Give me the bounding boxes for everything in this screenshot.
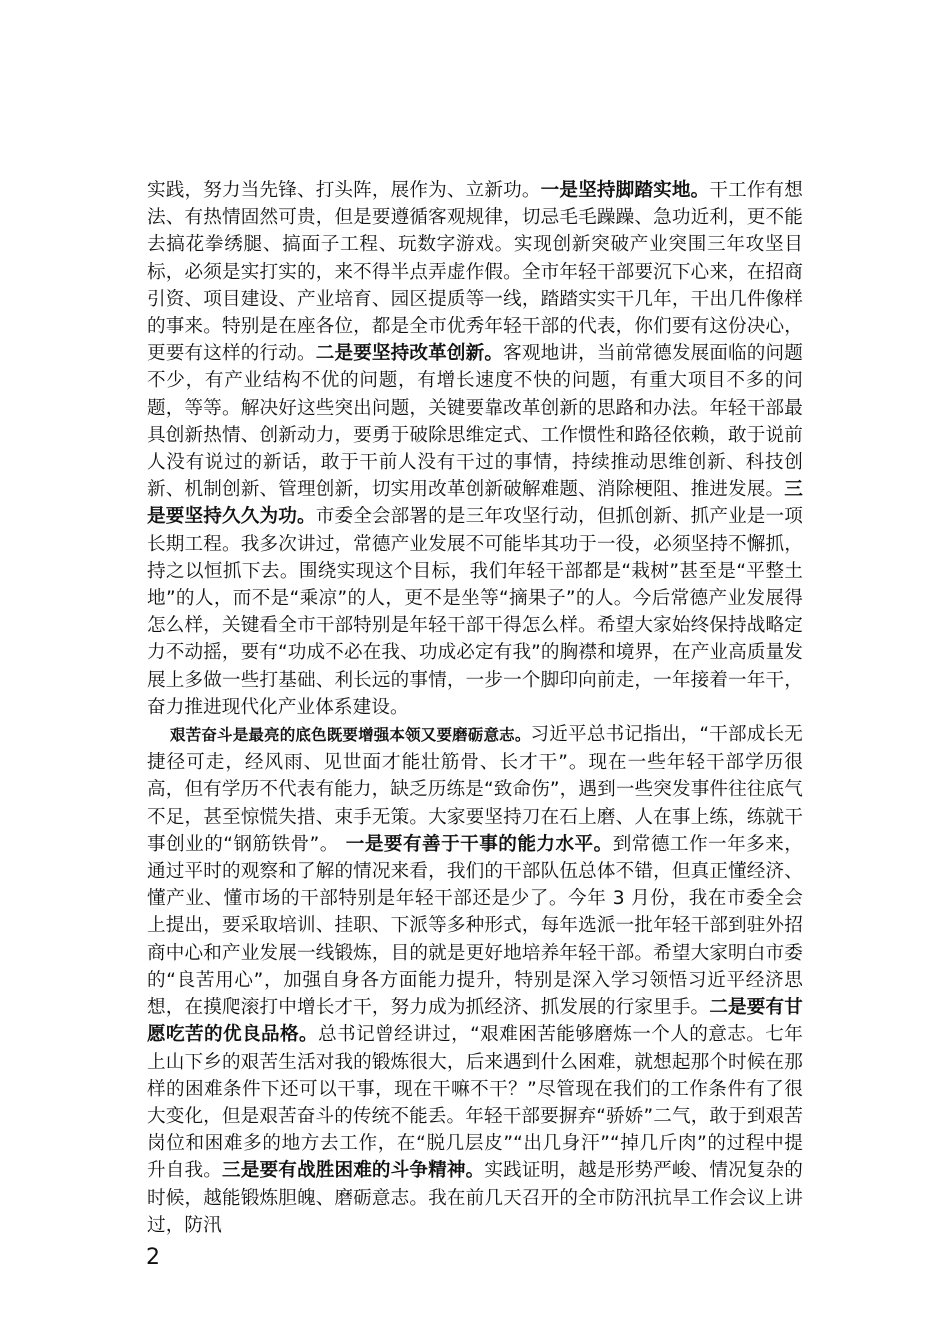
text-run: 实践证明，越是形势严峻、情况复杂的时候，越能锻炼胆魄、磨砺意志。我在前几天召开的全市防汛抗旱工作会议上讲过，防汛 [147, 1160, 804, 1236]
bold-heading-run: 三是要坚持久久为功。 [147, 479, 803, 528]
text-run: 习近平总书记指出，“干部成长无捷径可走，经风雨、见世面才能壮筋骨、长才干”。现在一些年轻干部学历很高，但有学历不代表有能力，缺乏历练是“致命伤”，遇到一些突发事件往往底气不足，甚至惊慌失措、束手无策。大家要坚持刀在石上磨、人在事上练，练就干事创业的“钢筋铁骨”。 [147, 724, 803, 855]
bold-heading-run: 二是要有甘愿吃苦的优良品格。 [147, 997, 803, 1046]
bold-heading-run: 一是要有善于干事的能力水平。 [338, 833, 613, 855]
page-number: 2 [146, 1245, 160, 1270]
text-run: 总书记曾经讲过，“艰难困苦能够磨炼一个人的意志。七年上山下乡的艰苦生活对我的锻炼很大，后来遇到什么困难，就想起那个时候在那样的困难条件下还可以干事，现在干嘛不干？”尽管现在我们的工作条件有了很大变化，但是艰苦奋斗的传统不能丢。年轻干部要摒弃“骄娇”二气，敢于到艰苦岗位和困难多的地方去工作，在“脱几层皮”“出几身汗”“掉几斤肉”的过程中提升自我。 [147, 1024, 804, 1182]
paragraph [147, 721, 803, 1239]
bold-heading-run: 三是要有战胜困难的斗争精神。 [221, 1160, 485, 1182]
paragraph [147, 177, 803, 721]
bold-heading-run: 二是要坚持改革创新。 [315, 343, 504, 365]
text-run: 市委全会部署的是三年攻坚行动，但抓创新、抓产业是一项长期工程。我多次讲过，常德产业发展不可能毕其功于一役，必须坚持不懈抓，持之以恒抓下去。围绕实现这个目标，我们年轻干部都是“栽树”甚至是“平整土地”的人，而不是“乘凉”的人，更不是坐等“摘果子”的人。今后常德产业发展得怎么样，关键看全市干部特别是年轻干部干得怎么样。希望大家始终保持战略定力不动摇，要有“功成不必在我、功成必定有我”的胸襟和境界，在产业高质量发展上多做一些打基础、利长远的事情，一步一个脚印向前走，一年接着一年干，奋力推进现代化产业体系建设。 [147, 506, 803, 718]
text-run: 实践，努力当先锋、打头阵，展作为、立新功。 [147, 180, 541, 201]
body-text [147, 177, 803, 1239]
section-lead-heading: 艰苦奋斗是最亮的底色既要增强本领又要磨砺意志。 [170, 726, 531, 745]
bold-heading-run: 一是坚持脚踏实地。 [540, 180, 710, 201]
text-run: 干工作有想法、有热情固然可贵，但是要遵循客观规律，切忌毛毛躁躁、急功近利，更不能去搞花拳绣腿、搞面子工程、玩数字游戏。实现创新突破产业突围三年攻坚目标，必须是实打实的，来不得半点弄虚作假。全市年轻干部要沉下心来，在招商引资、项目建设、产业培育、园区提质等一线，踏踏实实干几年，干出几件像样的事来。特别是在座各位，都是全市优秀年轻干部的代表，你们要有这份决心，更要有这样的行动。 [147, 180, 803, 365]
text-run: 到常德工作一年多来，通过平时的观察和了解的情况来看，我们的干部队伍总体不错，但真正懂经济、懂产业、懂市场的干部特别是年轻干部还是少了。今年 3 月份，我在市委全会上提出，要采取培训、挂职、下派等多种形式，每年选派一批年轻干部到驻外招商中心和产业发展一线锻炼，目的就是更好地培养年轻干部。希望大家明白市委的“良苦用心”，加强自身各方面能力提升，特别是深入学习领悟习近平经济思想，在摸爬滚打中增长才干，努力成为抓经济、抓发展的行家里手。 [147, 833, 803, 1019]
text-run: 客观地讲，当前常德发展面临的问题不少，有产业结构不优的问题，有增长速度不快的问题，有重大项目不多的问题，等等。解决好这些突出问题，关键要靠改革创新的思路和办法。年轻干部最具创新热情、创新动力，要勇于破除思维定式、工作惯性和路径依赖，敢于说前人没有说过的新话，敢于干前人没有干过的事情，持续推动思维创新、科技创新、机制创新、管理创新，切实用改革创新破解难题、消除梗阻、推进发展。 [147, 343, 803, 501]
